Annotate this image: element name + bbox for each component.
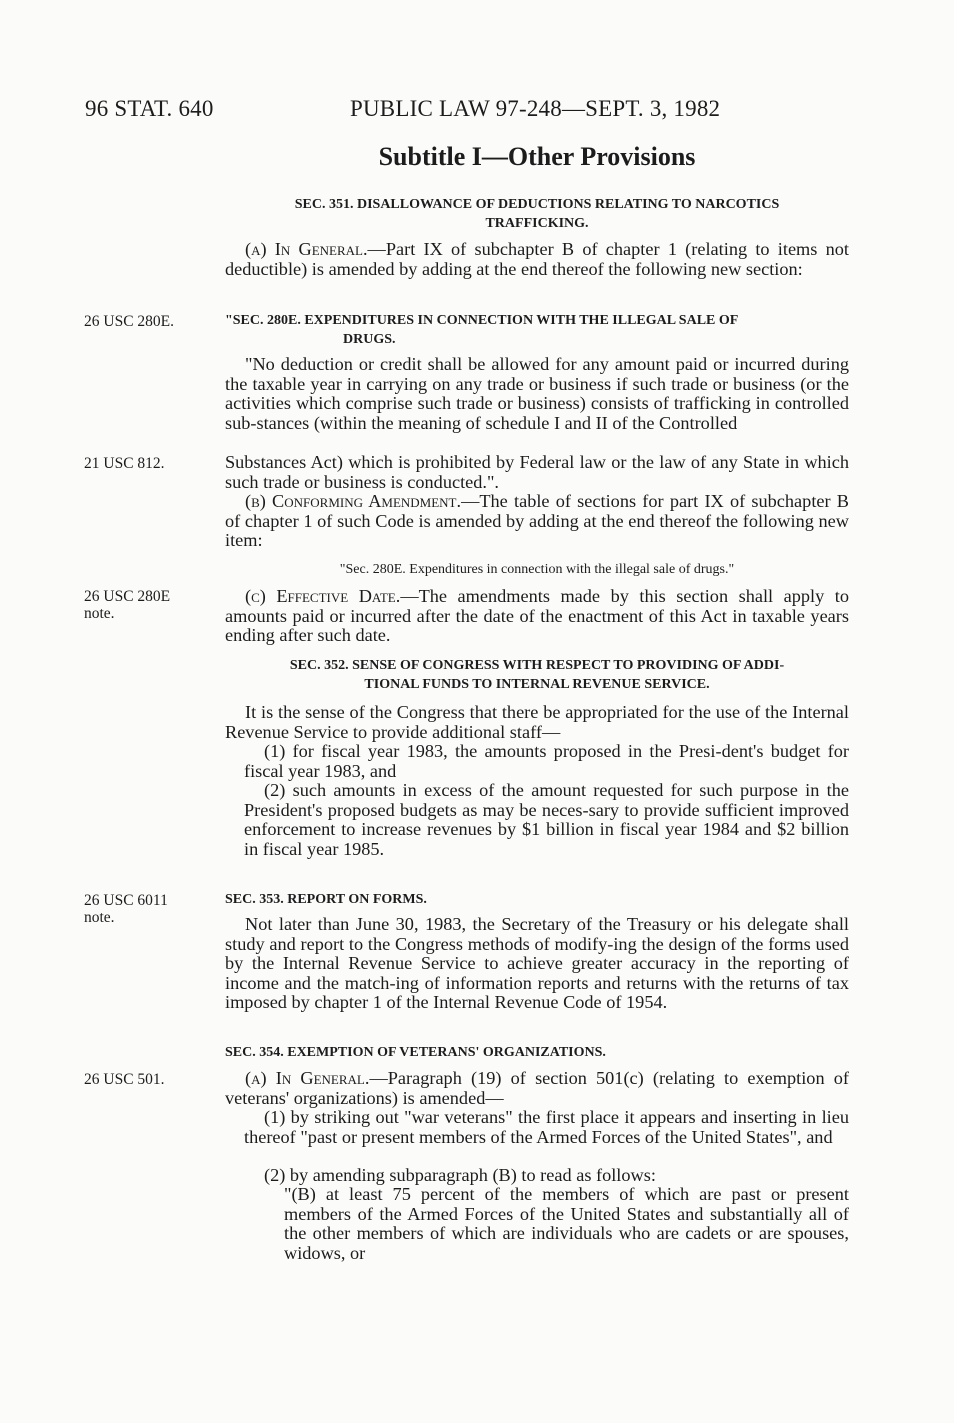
margin-note-line1: 26 USC 6011: [84, 892, 168, 909]
sec-280e-heading: [225, 311, 849, 349]
sec-351-b-label: (b) Conforming Amendment.: [245, 491, 462, 511]
subtitle-heading: Subtitle I—Other Provisions: [378, 142, 696, 171]
sec-351-heading-line2: TRAFFICKING.: [485, 216, 589, 231]
sec-280e-text-part1: "No deduction or credit shall be allowed for any amount paid or incurred during the taxable year in carrying on any trade or business if such trade or business (or the activities which comprise such trade or business) consists of trafficking in controlled sub-stances (within the meaning of schedule I and II of the Controlled: [225, 354, 849, 433]
sec-354-item-1: [244, 1107, 849, 1147]
sec-351-c-label: (c) Effective Date.: [245, 586, 401, 606]
margin-note-26usc280e-note: [84, 588, 209, 622]
sec-352-heading-line2: TIONAL FUNDS TO INTERNAL REVENUE SERVICE.: [364, 677, 710, 692]
sec-351-a-label: (a) In General.: [245, 239, 368, 259]
sec-354-subparagraph-b-text: "(B) at least 75 percent of the members of which are past or present members of the Armed Forces of the United States and substantially all of the other members of which are individuals who are cadets or are spouses, widows, or: [284, 1184, 849, 1263]
sec-351-subsection-c: [225, 587, 849, 646]
sec-354-item-1-text: (1) by striking out "war veterans" the first place it appears and inserting in lieu thereof "past or present members of the Armed Forces of the United States", and: [244, 1107, 849, 1147]
sec-352-item-1: [244, 741, 849, 781]
margin-note-line1: 26 USC 280E: [84, 588, 171, 605]
sec-352-item-1-text: (1) for fiscal year 1983, the amounts proposed in the Presi-dent's budget for fiscal year 1983, and: [244, 741, 849, 781]
sec-353-heading: SEC. 353. REPORT ON FORMS.: [225, 892, 427, 907]
sec-352-intro: It is the sense of the Congress that there be appropriated for the use of the Internal Revenue Service to provide additional staff—: [225, 702, 849, 742]
sec-280e-heading-line1: "SEC. 280E. EXPENDITURES IN CONNECTION WITH THE ILLEGAL SALE OF: [225, 313, 739, 328]
sec-354-item-2-text: (2) by amending subparagraph (B) to read as follows:: [264, 1165, 656, 1185]
sec-351-heading: [225, 195, 849, 233]
sec-354-a-label: (a) In General.: [245, 1068, 370, 1088]
sec-352-item-2: [244, 780, 849, 859]
public-law-header: PUBLIC LAW 97-248—SEPT. 3, 1982: [350, 96, 721, 121]
sec-351-c-text: —The amendments made by this section shall apply to amounts paid or incurred after the date of the enactment of this Act in taxable years ending after such date.: [225, 586, 849, 646]
sec-354-subsection-a: [225, 1069, 849, 1108]
sec-351-a-text: —Part IX of subchapter B of chapter 1 (relating to items not deductible) is amended by adding at the end thereof the following new section:: [225, 239, 849, 279]
margin-note-26usc501: 26 USC 501.: [84, 1071, 165, 1088]
sec-352-heading-line1: SEC. 352. SENSE OF CONGRESS WITH RESPECT TO PROVIDING OF ADDI-: [289, 658, 785, 673]
sec-280e-text-part2: Substances Act) which is prohibited by Federal law or the law of any State in which such trade or business is conducted.".: [225, 452, 849, 492]
sec-280e-heading-line2: DRUGS.: [343, 332, 396, 347]
margin-note-21usc812: 21 USC 812.: [84, 455, 165, 472]
sec-352-item-2-text: (2) such amounts in excess of the amount requested for such purpose in the President's proposed budgets as may be neces-sary to provide sufficient improved enforcement to increase revenues by $1 billion in fiscal year 1984 and $2 billion in fiscal year 1985.: [244, 780, 849, 859]
sec-354-item-2: [264, 1166, 849, 1186]
sec-354-heading: SEC. 354. EXEMPTION OF VETERANS' ORGANIZATIONS.: [225, 1045, 606, 1060]
sec-353-text: Not later than June 30, 1983, the Secretary of the Treasury or his delegate shall study and report to the Congress methods of modify-ing the design of the forms used by the Internal Revenue Service to achieve greater accuracy in the reporting of income and the match-ing of information reports and returns with the returns of tax imposed by chapter 1 of the Internal Revenue Code of 1954.: [225, 914, 849, 1013]
sec-351-heading-line1: SEC. 351. DISALLOWANCE OF DEDUCTIONS RELATING TO NARCOTICS: [294, 197, 780, 212]
margin-note-line2: note.: [84, 909, 115, 926]
sec-354-a-text: —Paragraph (19) of section 501(c) (relating to exemption of veterans' organizations) is amended—: [225, 1068, 849, 1108]
table-of-sections-item: "Sec. 280E. Expenditures in connection with the illegal sale of drugs.": [339, 562, 735, 577]
sec-351-subsection-a: [225, 240, 849, 279]
sec-351-subsection-b: [225, 492, 849, 551]
statute-page-number: 96 STAT. 640: [85, 96, 214, 121]
sec-351-b-text: —The table of sections for part IX of subchapter B of chapter 1 of such Code is amended by adding at the end thereof the following new item:: [225, 491, 850, 551]
sec-354-subparagraph-b: [284, 1184, 849, 1263]
margin-note-26usc280e: 26 USC 280E.: [84, 313, 174, 330]
margin-note-line2: note.: [84, 605, 115, 622]
margin-note-26usc6011-note: [84, 892, 209, 926]
sec-352-heading: [225, 656, 849, 694]
